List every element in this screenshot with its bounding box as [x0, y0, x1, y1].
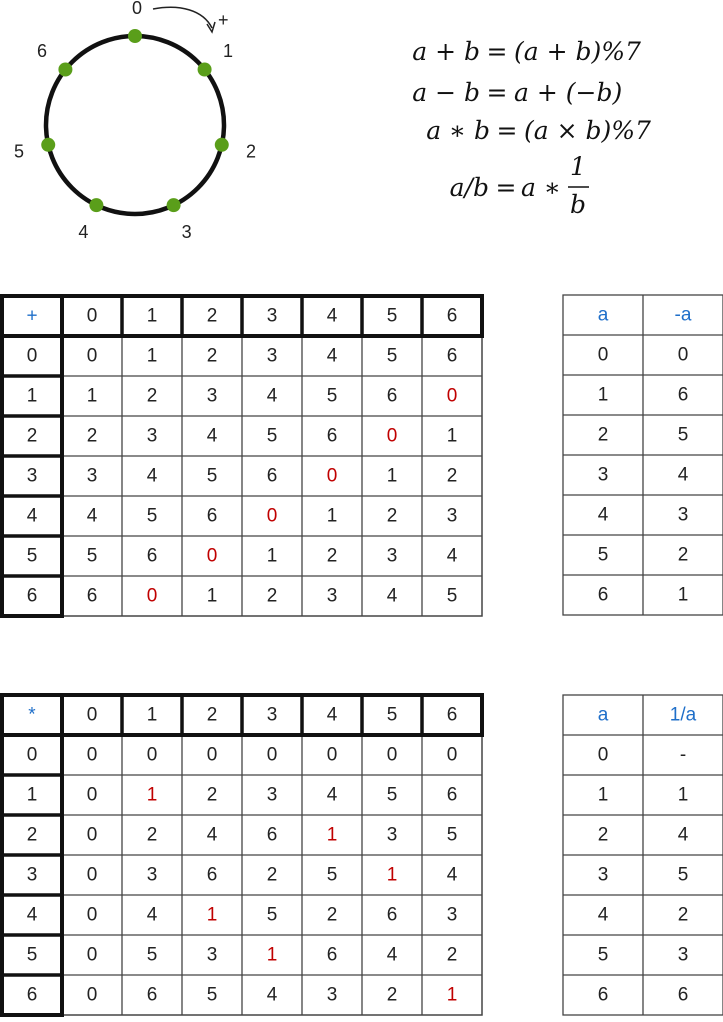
table-cell: 3	[206, 944, 218, 966]
table-cell: 1	[146, 784, 158, 806]
row-header: 6	[26, 585, 38, 607]
formula-mul-rhs: (a × b)%7	[524, 116, 651, 145]
table-cell: 5	[266, 904, 278, 926]
table-cell: 0	[266, 505, 278, 527]
formula-div-denominator: b	[569, 190, 587, 219]
formula-mul-eq: =	[496, 116, 518, 145]
table-cell: 3	[677, 944, 689, 966]
table-cell: 5	[677, 864, 689, 886]
row-header: 3	[26, 864, 38, 886]
table-cell: 3	[326, 585, 338, 607]
column-header: 1	[146, 704, 158, 726]
table-cell: 5	[86, 545, 98, 567]
table-cell: 0	[266, 744, 278, 766]
row-header: 1	[26, 784, 38, 806]
formula-div-rhs-prefix: a ∗	[521, 173, 561, 202]
table-cell: 4	[677, 824, 689, 846]
table-cell: 2	[677, 904, 689, 926]
table-cell: 6	[326, 425, 338, 447]
ring-node-label: 1	[223, 40, 234, 61]
table-cell: 4	[597, 904, 609, 926]
formula-multiplication	[426, 116, 651, 145]
column-header: 0	[86, 704, 98, 726]
row-header: 2	[26, 824, 38, 846]
ring-node-4	[89, 198, 103, 212]
table-cell: 2	[597, 824, 609, 846]
table-cell: 2	[386, 984, 398, 1006]
table-cell: 0	[146, 585, 158, 607]
table-cell: 5	[206, 984, 218, 1006]
table-cell: 1	[446, 984, 458, 1006]
table-cell: 0	[206, 545, 218, 567]
formulas	[412, 37, 651, 219]
table-operator: +	[26, 305, 38, 327]
table-cell: 5	[206, 465, 218, 487]
column-header: 5	[386, 305, 398, 327]
table-cell: 1	[206, 904, 218, 926]
column-header: 4	[326, 704, 338, 726]
table-cell: 1	[597, 784, 609, 806]
residue-ring	[14, 0, 256, 242]
table-cell: 2	[326, 904, 338, 926]
table-cell: 2	[266, 864, 278, 886]
column-header: 2	[206, 704, 218, 726]
table-cell: 6	[206, 864, 218, 886]
formula-div-lhs: a/b	[449, 173, 489, 202]
table-cell: 5	[597, 544, 609, 566]
table-cell: 0	[326, 465, 338, 487]
table-cell: 5	[386, 345, 398, 367]
table-cell: 4	[146, 904, 158, 926]
row-header: 1	[26, 385, 38, 407]
table-cell: 0	[597, 744, 609, 766]
table-cell: 1	[86, 385, 98, 407]
table-cell: 3	[206, 385, 218, 407]
table-cell: 0	[86, 824, 98, 846]
formula-add-lhs: a + b	[412, 37, 480, 66]
formula-sub-rhs: a + (−b)	[514, 78, 623, 107]
table-cell: 2	[86, 425, 98, 447]
table-cell: 6	[266, 465, 278, 487]
table-cell: 3	[446, 505, 458, 527]
formula-add-eq: =	[486, 37, 508, 66]
table-cell: 3	[326, 984, 338, 1006]
table-cell: 6	[597, 984, 609, 1006]
row-header: 4	[26, 505, 38, 527]
table-cell: 2	[206, 345, 218, 367]
table-cell: 0	[386, 425, 398, 447]
table-cell: 0	[86, 864, 98, 886]
formula-division	[450, 152, 589, 219]
column-header: 1	[146, 305, 158, 327]
row-header: 5	[26, 944, 38, 966]
table-cell: 1	[266, 545, 278, 567]
table-cell: 0	[446, 744, 458, 766]
table-cell: 1	[206, 585, 218, 607]
table-cell: 3	[386, 824, 398, 846]
table-cell: 6	[146, 545, 158, 567]
column-header: -a	[674, 304, 692, 326]
table-cell: 4	[677, 464, 689, 486]
table-cell: 2	[386, 505, 398, 527]
table-cell: 4	[386, 585, 398, 607]
row-header: 4	[26, 904, 38, 926]
table-cell: 6	[86, 585, 98, 607]
ring-node-2	[215, 138, 229, 152]
table-cell: 2	[446, 944, 458, 966]
formula-sub-lhs: a − b	[412, 78, 480, 107]
ring-node-0	[128, 29, 142, 43]
ring-node-1	[198, 63, 212, 77]
table-cell: 1	[326, 505, 338, 527]
row-header: 2	[26, 425, 38, 447]
table-cell: 0	[446, 385, 458, 407]
table-cell: 2	[146, 385, 158, 407]
table-cell: 0	[86, 904, 98, 926]
table-cell: 0	[146, 744, 158, 766]
column-header: a	[597, 304, 609, 326]
table-cell: 5	[446, 585, 458, 607]
table-cell: 0	[386, 744, 398, 766]
column-header: 3	[266, 305, 278, 327]
row-header: 5	[26, 545, 38, 567]
column-header: 1/a	[669, 704, 697, 726]
table-cell: 6	[446, 784, 458, 806]
table-cell: 1	[677, 784, 689, 806]
table-cell: 0	[86, 784, 98, 806]
table-cell: 2	[326, 545, 338, 567]
table-cell: 6	[677, 384, 689, 406]
table-cell: 1	[597, 384, 609, 406]
negation-table	[563, 295, 723, 615]
formula-div-numerator: 1	[570, 152, 586, 181]
table-cell: 0	[677, 344, 689, 366]
formula-mul-lhs: a ∗ b	[426, 116, 490, 145]
table-cell: 4	[326, 784, 338, 806]
table-cell: 6	[597, 584, 609, 606]
table-cell: 5	[146, 944, 158, 966]
table-cell: 0	[86, 944, 98, 966]
column-header: 3	[266, 704, 278, 726]
column-header: 0	[86, 305, 98, 327]
column-header: 2	[206, 305, 218, 327]
table-cell: 4	[597, 504, 609, 526]
table-operator: *	[28, 704, 36, 726]
table-cell: 6	[386, 904, 398, 926]
table-cell: 4	[206, 425, 218, 447]
table-cell: 3	[446, 904, 458, 926]
table-cell: 4	[146, 465, 158, 487]
column-header: a	[597, 704, 609, 726]
table-cell: 0	[326, 744, 338, 766]
ring-node-3	[167, 198, 181, 212]
table-cell: 4	[86, 505, 98, 527]
table-cell: 0	[86, 345, 98, 367]
multiplication-table	[2, 695, 482, 1015]
table-cell: 1	[386, 864, 398, 886]
table-cell: 3	[266, 784, 278, 806]
table-cell: 3	[86, 465, 98, 487]
table-cell: 1	[146, 345, 158, 367]
table-cell: 3	[266, 345, 278, 367]
table-cell: 6	[146, 984, 158, 1006]
table-cell: 4	[266, 984, 278, 1006]
table-cell: 6	[206, 505, 218, 527]
inverse-table	[563, 695, 723, 1015]
table-cell: 5	[677, 424, 689, 446]
formula-add-rhs: (a + b)%7	[514, 37, 641, 66]
row-header: 6	[26, 984, 38, 1006]
table-cell: -	[679, 744, 687, 766]
ring-nodes	[14, 0, 256, 242]
table-cell: 0	[597, 344, 609, 366]
table-cell: 6	[326, 944, 338, 966]
table-cell: 6	[677, 984, 689, 1006]
table-cell: 4	[206, 824, 218, 846]
table-cell: 0	[86, 984, 98, 1006]
table-cell: 5	[266, 425, 278, 447]
column-header: 6	[446, 704, 458, 726]
table-cell: 3	[677, 504, 689, 526]
table-cell: 4	[326, 345, 338, 367]
formula-addition	[412, 37, 641, 66]
table-cell: 5	[326, 385, 338, 407]
ring-node-6	[58, 63, 72, 77]
table-cell: 5	[446, 824, 458, 846]
formula-div-eq: =	[495, 173, 517, 202]
column-header: 5	[386, 704, 398, 726]
ring-node-label: 5	[13, 141, 24, 162]
column-header: 4	[326, 305, 338, 327]
table-cell: 6	[386, 385, 398, 407]
formula-subtraction	[412, 78, 622, 107]
direction-arrow	[153, 7, 212, 28]
table-cell: 5	[386, 784, 398, 806]
addition-table	[2, 296, 482, 616]
row-header: 0	[26, 345, 38, 367]
direction-label: +	[218, 10, 229, 30]
table-cell: 2	[597, 424, 609, 446]
ring-node-5	[41, 138, 55, 152]
ring-circle	[46, 36, 224, 214]
ring-node-label: 2	[246, 141, 257, 162]
row-header: 0	[26, 744, 38, 766]
table-cell: 2	[206, 784, 218, 806]
ring-node-label: 6	[36, 40, 47, 61]
table-cell: 2	[266, 585, 278, 607]
table-cell: 6	[446, 345, 458, 367]
table-cell: 1	[326, 824, 338, 846]
table-cell: 5	[597, 944, 609, 966]
table-cell: 3	[597, 864, 609, 886]
table-cell: 2	[146, 824, 158, 846]
table-cell: 3	[146, 425, 158, 447]
table-cell: 4	[446, 864, 458, 886]
column-header: 6	[446, 305, 458, 327]
table-cell: 1	[677, 584, 689, 606]
formula-sub-eq: =	[486, 78, 508, 107]
table-cell: 1	[266, 944, 278, 966]
ring-node-label: 3	[181, 222, 192, 243]
table-cell: 0	[86, 744, 98, 766]
table-cell: 2	[446, 465, 458, 487]
table-cell: 1	[386, 465, 398, 487]
table-cell: 2	[677, 544, 689, 566]
table-cell: 3	[597, 464, 609, 486]
table-cell: 6	[266, 824, 278, 846]
row-header: 3	[26, 465, 38, 487]
table-cell: 4	[266, 385, 278, 407]
table-cell: 5	[326, 864, 338, 886]
table-cell: 3	[386, 545, 398, 567]
table-cell: 5	[146, 505, 158, 527]
table-cell: 4	[446, 545, 458, 567]
ring-node-label: 0	[131, 0, 143, 18]
table-cell: 1	[446, 425, 458, 447]
table-cell: 4	[386, 944, 398, 966]
table-cell: 3	[146, 864, 158, 886]
table-cell: 0	[206, 744, 218, 766]
ring-node-label: 4	[78, 222, 89, 243]
